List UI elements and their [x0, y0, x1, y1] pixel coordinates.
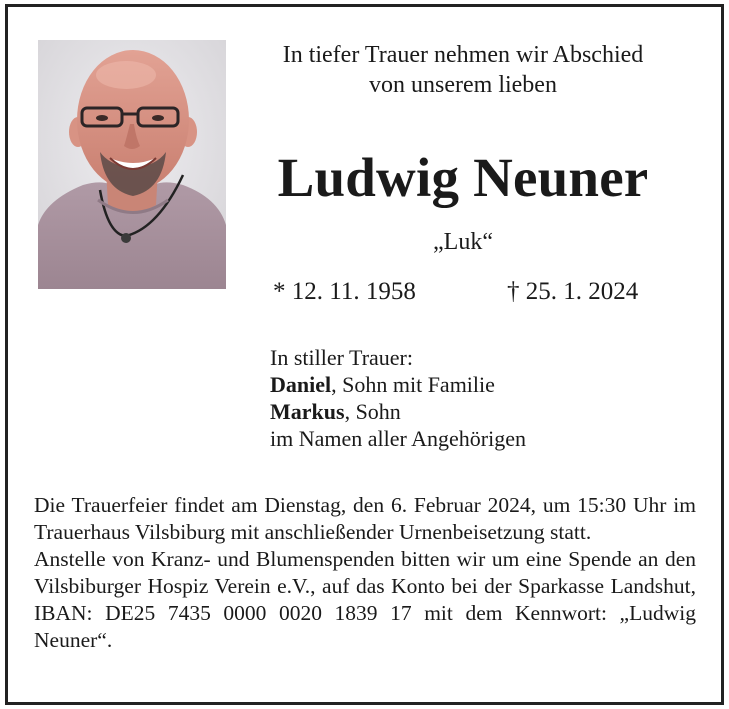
funeral-info-paragraph: Die Trauerfeier findet am Dienstag, den 6. Februar 2024, um 15:30 Uhr im Trauerhaus Vilsbiburg mit anschließender Urnenbeisetzung statt.	[34, 493, 696, 544]
deceased-name: Ludwig Neuner	[277, 147, 649, 208]
intro-text	[234, 40, 692, 100]
mourner-2-relation: , Sohn	[344, 399, 401, 424]
mourner-line-2	[270, 398, 526, 425]
mourners-closing: im Namen aller Angehörigen	[270, 426, 526, 451]
mourner-line-1	[270, 371, 526, 398]
portrait-photo	[38, 40, 226, 289]
birth-date: * 12. 11. 1958	[273, 278, 416, 305]
mourner-2-name: Markus	[270, 399, 345, 424]
death-date: † 25. 1. 2024	[507, 278, 639, 305]
mourners-heading: In stiller Trauer:	[270, 345, 413, 370]
details-text	[34, 492, 696, 654]
mourner-1-name: Daniel	[270, 372, 332, 397]
donation-info-paragraph: Anstelle von Kranz- und Blumenspenden bitten wir um eine Spende an den Vilsbiburger Hospiz Verein e.V., auf das Konto bei der Sparkasse Landshut, IBAN: DE25 7435 0000 0020 1839 17 mit dem Kennwort: „Ludwig Neuner“.	[34, 547, 696, 652]
deceased-nickname: „Luk“	[433, 229, 493, 255]
mourners-block	[270, 344, 526, 452]
intro-line-2: von unserem lieben	[369, 72, 557, 98]
intro-line-1: In tiefer Trauer nehmen wir Abschied	[282, 42, 644, 68]
mourner-1-relation: , Sohn mit Familie	[331, 372, 495, 397]
